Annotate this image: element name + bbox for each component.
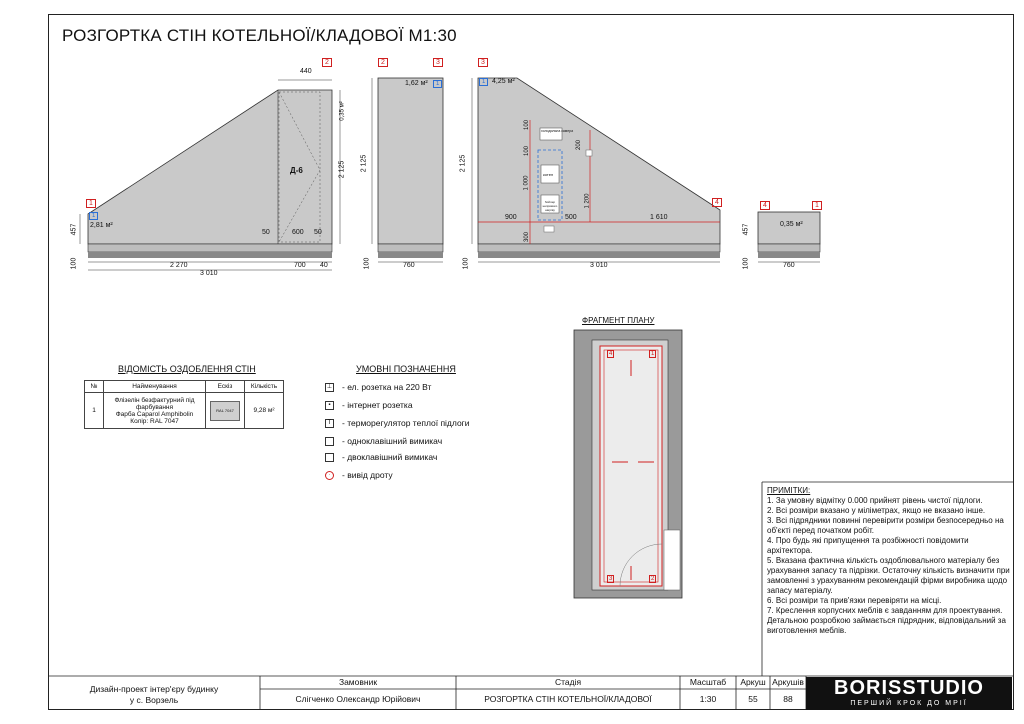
dim-457-w1: 457	[70, 223, 78, 236]
plan-fragment	[574, 330, 682, 598]
dim-100-w3: 100	[462, 257, 470, 270]
finish-col-qty: Кількість	[245, 381, 284, 393]
stage-value: РОЗГОРТКА СТІН КОТЕЛЬНОЇ/КЛАДОВОЇ	[484, 694, 652, 704]
dim-2125-w1: 2 125	[338, 160, 346, 179]
studio-logo	[806, 677, 1012, 710]
legend-item-socket	[325, 382, 431, 392]
dim-2270: 2 270	[170, 262, 188, 269]
brand-slogan: ПЕРШИЙ КРОК ДО МРІЇ	[850, 700, 968, 707]
wall-3-area: 4,25 м²	[492, 78, 515, 85]
note-5: 5. Вказана фактична кількість оздоблювального матеріалу без урахування запасу та підрізки. Остаточну кількість визначити при замовленні з урахуванням рекомендацій фірми виробника щодо запасу матеріалу.	[767, 556, 1010, 595]
note-4: 4. Про будь які припущення та розбіжності повідомити архітектора.	[767, 536, 969, 555]
dim-760-w2: 760	[403, 262, 415, 269]
note-6: 6. Всі розміри та прив'язки перевіряти на місці.	[767, 596, 942, 605]
notes-block	[767, 486, 1012, 636]
dim-457-w4: 457	[742, 223, 750, 236]
dim-3010-w3: 3 010	[590, 262, 608, 269]
dim-100-w1: 100	[70, 257, 78, 270]
legend-label-single-switch: - одноклавішний вимикач	[342, 436, 443, 446]
color-swatch: RAL 7047	[210, 401, 240, 421]
page-title: РОЗГОРТКА СТІН КОТЕЛЬНОЇ/КЛАДОВОЇ М1:30	[62, 26, 457, 45]
finish-heading: ВІДОМІСТЬ ОЗДОБЛЕННЯ СТІН	[118, 364, 256, 374]
customer-label: Замовник	[338, 677, 378, 687]
note-2: 2. Всі розміри вказано у міліметрах, якщо не вказано інше.	[767, 506, 986, 515]
dim-50b: 50	[314, 229, 322, 236]
notes-heading: ПРИМІТКИ:	[767, 486, 811, 495]
dim-600: 600	[292, 229, 304, 236]
wall-3-corner-mark: 1	[479, 78, 488, 86]
wire-outlet-icon: ·	[325, 471, 334, 480]
wall-1-elevation	[80, 80, 340, 270]
legend-item-wire-outlet	[325, 470, 393, 480]
legend-heading: УМОВНІ ПОЗНАЧЕННЯ	[356, 364, 456, 374]
legend-label-thermostat: - терморегулятор теплої підлоги	[342, 418, 470, 428]
legend-label-internet: - інтернет розетка	[342, 400, 413, 410]
dim-1610: 1 610	[650, 214, 668, 221]
finish-col-no: №	[85, 381, 104, 393]
appliance-label-a: холодильна камера	[541, 129, 574, 133]
brand-name: BORISSTUDIO	[834, 677, 984, 699]
dim-2125-w3: 2 125	[459, 154, 467, 173]
sheet-number: 55	[748, 694, 758, 704]
thermostat-icon: T	[325, 419, 334, 428]
note-7: 7. Креслення корпусних меблів є завданням для проектування. Детальною розробкою займається підрядник, відповідальний за виготовлення меблів.	[767, 606, 1006, 635]
dim-100a: 100	[524, 119, 531, 131]
legend-label-double-switch: - двоклавішний вимикач	[342, 452, 438, 462]
note-1: 1. За умовну відмітку 0.000 прийнят рівень чистої підлоги.	[767, 496, 983, 505]
finish-name-line-3: Колір: RAL 7047	[130, 417, 179, 425]
single-switch-icon	[325, 437, 334, 446]
legend-item-thermostat	[325, 418, 470, 428]
wall-3-marker-left: 3	[478, 58, 488, 67]
wall-2-marker-left: 2	[378, 58, 388, 67]
scale-value: 1:30	[699, 694, 717, 704]
appliance-label-b: котел	[543, 172, 554, 177]
sheets-label: Аркушів	[772, 677, 804, 687]
wall-4-marker-right: 1	[812, 201, 822, 210]
dim-2125-w2: 2 125	[360, 154, 368, 173]
legend-item-internet	[325, 400, 413, 410]
door-label: Д-6	[290, 166, 303, 175]
plan-marker-3: 3	[609, 576, 613, 582]
wall-3-marker-right: 4	[712, 198, 722, 207]
dim-500: 500	[565, 214, 577, 221]
dim-3010-w1: 3 010	[200, 270, 218, 277]
dim-100-w2: 100	[363, 257, 371, 270]
dim-50a: 50	[262, 229, 270, 236]
sheet-label: Аркуш	[740, 677, 766, 687]
legend-label-socket: - ел. розетка на 220 Вт	[342, 382, 432, 392]
dim-100-w4: 100	[742, 257, 750, 270]
wall-1-marker-top: 2	[322, 58, 332, 67]
wall-2-area: 1,62 м²	[405, 80, 428, 87]
finish-name-line-1: Флізелін безфактурний під фарбування	[114, 396, 195, 411]
finish-table	[84, 380, 284, 429]
wall-1-area-top: 0,35 м²	[339, 101, 346, 121]
wall-1-area: 2,81 м²	[90, 222, 113, 229]
internet-socket-icon: ▪	[325, 401, 334, 410]
wall-2-marker-right: 3	[433, 58, 443, 67]
plan-marker-2: 2	[651, 576, 655, 582]
customer-name: Слігченко Олександр Юрійович	[295, 694, 421, 704]
plan-marker-4: 4	[609, 351, 613, 357]
finish-row-no: 1	[85, 393, 104, 429]
finish-row-qty: 9,28 м²	[245, 393, 284, 429]
project-name-line-2: у с. Ворзель	[129, 695, 179, 705]
double-switch-icon	[325, 453, 334, 462]
dim-300: 300	[524, 231, 531, 243]
plan-marker-1: 1	[651, 351, 655, 357]
wall-4-area: 0,35 м²	[780, 221, 803, 228]
note-3: 3. Всі підрядники повинні перевірити розміри безпосередньо на об'єкті перед початком робіт.	[767, 516, 1004, 535]
appliance-label-c: бойлер непрямого нагріву	[542, 200, 558, 212]
dim-700: 700	[294, 262, 306, 269]
finish-col-name: Найменування	[104, 381, 206, 393]
wall-4-elevation	[758, 212, 820, 262]
socket-icon: ⊥	[326, 383, 333, 390]
wall-1-marker-left: 1	[86, 199, 96, 208]
dim-760-w4: 760	[783, 262, 795, 269]
wall-3-elevation	[472, 78, 720, 262]
dim-900: 900	[505, 214, 517, 221]
wall-4-marker-left: 4	[760, 201, 770, 210]
stage-label: Стадія	[554, 677, 582, 687]
wall-2-corner-mark: 1	[433, 80, 442, 88]
finish-name-line-2: Фарба Caparol Amphibolin	[115, 410, 194, 418]
finish-row-name	[104, 393, 206, 429]
legend-item-double-switch	[325, 452, 437, 462]
dim-100b: 100	[524, 145, 531, 157]
wall-1-corner-mark: 1	[89, 212, 98, 220]
dim-1200: 1 200	[584, 193, 591, 209]
wall-2-elevation	[372, 78, 443, 262]
finish-row-sketch	[206, 393, 245, 429]
project-name-line-1: Дизайн-проект інтер'єру будинку	[89, 684, 219, 694]
dim-440: 440	[300, 68, 312, 75]
scale-label: Масштаб	[689, 677, 727, 687]
legend-label-wire-outlet: - вивід дроту	[342, 470, 393, 480]
sheets-total: 88	[783, 694, 793, 704]
legend-item-single-switch	[325, 436, 442, 446]
plan-heading: ФРАГМЕНТ ПЛАНУ	[582, 316, 655, 325]
dim-40: 40	[320, 262, 328, 269]
dim-200: 200	[576, 139, 583, 151]
dim-1000: 1 000	[523, 175, 530, 191]
finish-col-sketch: Ескіз	[206, 381, 245, 393]
